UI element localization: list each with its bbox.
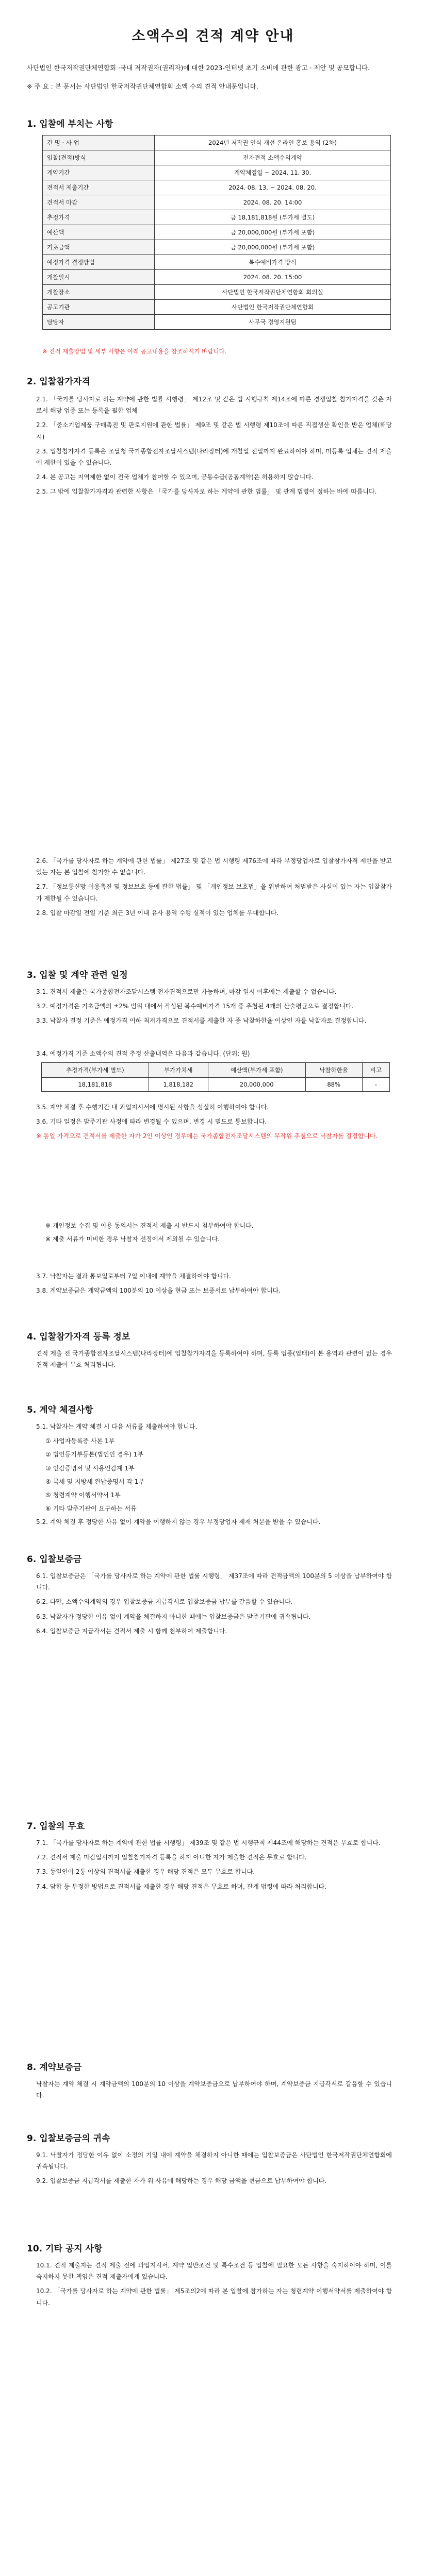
section-2-item: 2.6. 「국가를 당사자로 하는 계약에 관한 법률」 제27조 및 같은 법 시행령 제76조에 따라 부정당업자로 입찰참가자격 제한을 받고 있는 자는 본 입찰에 참가할 수 없습니다. xyxy=(36,857,392,876)
info-row-label: 견적서 마감 xyxy=(43,195,155,210)
section-8-text: 낙찰자는 계약 체결 시 계약금액의 100분의 10 이상을 계약보증금으로 납부하여야 하며, 계약보증금 지급각서로 갈음할 수 있습니다. xyxy=(36,2080,392,2099)
section-3-item: 3.6. 기타 일정은 발주기관 사정에 따라 변경될 수 있으며, 변경 시 별도로 통보합니다. xyxy=(36,1118,267,1126)
section-5-subitem: ② 법인등기부등본(법인인 경우) 1부 xyxy=(45,1451,143,1459)
section-2-heading: 2. 입찰참가자격 xyxy=(27,377,90,387)
section-2-more-items xyxy=(36,855,392,922)
fee-table-header: 부가가치세 xyxy=(149,1063,208,1078)
section-2-item: 2.1. 「국가를 당사자로 하는 계약에 관한 법률 시행령」 제12조 및 같은 법 시행규칙 제14조에 따른 경쟁입찰 참가자격을 갖춘 자로서 해당 업종 또는 등록을 필한 업체 xyxy=(36,396,392,415)
section-6-items xyxy=(36,1570,392,1640)
section-7-item: 7.4. 담합 등 부정한 방법으로 견적서를 제출한 경우 해당 견적은 무효로 하며, 관계 법령에 따라 처리합니다. xyxy=(36,1883,327,1890)
fee-table-header: 추정가격(부가세 별도) xyxy=(42,1063,149,1078)
info-row xyxy=(43,315,391,330)
info-row-label: 계약기간 xyxy=(43,165,155,180)
section-9-item: 9.1. 낙찰자가 정당한 이유 없이 소정의 기일 내에 계약을 체결하지 아니한 때에는 입찰보증금은 사단법인 한국저작권단체연합회에 귀속됩니다. xyxy=(36,2151,392,2171)
section-10-heading: 10. 기타 공지 사항 xyxy=(27,2244,103,2254)
section-2-item: 2.2. 「중소기업제품 구매촉진 및 판로지원에 관한 법률」 제9조 및 같은 법 시행령 제10조에 따른 직접생산 확인을 받은 업체(해당 시) xyxy=(36,421,392,440)
section-2-item: 2.7. 「정보통신망 이용촉진 및 정보보호 등에 관한 법률」 및 「개인정보 보호법」을 위반하여 처벌받은 사실이 있는 자는 입찰참가가 제한될 수 있습니다. xyxy=(36,883,392,902)
section-4-heading: 4. 입찰참가자격 등록 정보 xyxy=(27,1332,130,1342)
info-row xyxy=(43,270,391,285)
info-row-label: 예산액 xyxy=(43,225,155,240)
bid-info-table xyxy=(42,135,391,330)
fee-table-cell: 20,000,000 xyxy=(208,1078,305,1092)
info-row-label: 견적서 제출기간 xyxy=(43,180,155,195)
section-3-tail-items xyxy=(36,1270,392,1299)
info-row-value: 금 18,181,818원 (부가세 별도) xyxy=(155,210,391,225)
section-7-items xyxy=(36,1837,392,1895)
section-6-item: 6.4. 입찰보증금 지급각서는 견적서 제출 시 함께 첨부하여 제출합니다. xyxy=(36,1627,227,1635)
section-6-item: 6.3. 낙찰자가 정당한 이유 없이 계약을 체결하지 아니한 때에는 입찰보증금은 발주기관에 귀속됩니다. xyxy=(36,1613,311,1620)
section-7-item: 7.3. 동일인이 2통 이상의 견적서를 제출한 경우 해당 견적은 모두 무효로 합니다. xyxy=(36,1868,255,1876)
section-5-subitem: ④ 국세 및 지방세 완납증명서 각 1부 xyxy=(45,1478,144,1485)
intro-text: 사단법인 한국저작권단체연합회 ·국내 저작권자(권리자)에 대한 2023-인터넷 초기 소비에 관한 광고 · 제안 및 공모합니다. xyxy=(27,64,370,72)
section-10-items xyxy=(36,2260,392,2312)
info-row-value: 2024. 08. 13. ~ 2024. 08. 20. xyxy=(155,180,391,195)
info-row xyxy=(43,210,391,225)
section-8-heading: 8. 계약보증금 xyxy=(27,2062,82,2073)
info-row xyxy=(43,285,391,300)
info-row-value: 금 20,000,000원 (부가세 포함) xyxy=(155,240,391,255)
section-3-item: 3.3. 낙찰자 결정 기준은 예정가격 이하 최저가격으로 견적서를 제출한 자 중 낙찰하한율 이상인 자를 낙찰자로 결정합니다. xyxy=(36,1017,367,1025)
info-row-label: 기초금액 xyxy=(43,240,155,255)
section-3-note: ※ 제출 서류가 미비한 경우 낙찰자 선정에서 제외될 수 있습니다. xyxy=(45,1235,220,1243)
fee-table-cell: - xyxy=(362,1078,389,1092)
section-6-item: 6.1. 입찰보증금은 「국가를 당사자로 하는 계약에 관한 법률 시행령」 제37조에 따라 견적금액의 100분의 5 이상을 납부하여야 합니다. xyxy=(36,1572,392,1591)
info-row-value: 금 20,000,000원 (부가세 포함) xyxy=(155,225,391,240)
info-row-value: 전자견적 소액수의계약 xyxy=(155,150,391,165)
section-9-heading: 9. 입찰보증금의 귀속 xyxy=(27,2133,110,2144)
info-row-value: 2024. 08. 20. 14:00 xyxy=(155,195,391,210)
intro-notice: ※ 주 요 : 본 문서는 사단법인 한국저작권단체연합회 소액 수의 견적 안내문입니다. xyxy=(27,82,258,90)
section-2-items xyxy=(36,394,392,501)
section-2-item: 2.4. 본 공고는 지역제한 없이 전국 업체가 참여할 수 있으며, 공동수급(공동계약)은 허용하지 않습니다. xyxy=(36,473,314,481)
info-row-label: 개찰일시 xyxy=(43,270,155,285)
section-4-text: 견적 제출 전 국가종합전자조달시스템(나라장터)에 입찰참가자격을 등록하여야 하며, 등록 업종(업태)이 본 용역과 관련이 없는 경우 견적 제출이 무효 처리됩니다. xyxy=(36,1350,392,1369)
info-row xyxy=(43,135,391,150)
fee-table-cell: 18,181,818 xyxy=(42,1078,149,1092)
section-3-items xyxy=(36,986,392,1030)
info-row xyxy=(43,150,391,165)
fee-table-header: 비고 xyxy=(362,1063,389,1078)
section-3-heading: 3. 입찰 및 계약 관련 일정 xyxy=(27,970,128,980)
info-row-value: 사단법인 한국저작권단체연합회 xyxy=(155,300,391,315)
info-row-label: 개찰장소 xyxy=(43,285,155,300)
section-5-item: 5.1. 낙찰자는 계약 체결 시 다음 서류를 제출하여야 합니다. xyxy=(36,1423,198,1430)
info-row-label: 담당자 xyxy=(43,315,155,330)
section-2-item: 2.5. 그 밖에 입찰참가자격과 관련한 사항은 「국가를 당사자로 하는 계약에 관한 법률」 및 관계 법령이 정하는 바에 따릅니다. xyxy=(36,488,377,496)
section-1-note: ※ 견적 제출방법 및 세부 사항은 아래 공고내용을 참조하시기 바랍니다. xyxy=(42,348,227,355)
info-row-value: 사무국 경영지원팀 xyxy=(155,315,391,330)
section-7-item: 7.2. 견적서 제출 마감일시까지 입찰참가자격 등록을 하지 아니한 자가 제출한 견적은 무효로 합니다. xyxy=(36,1854,307,1861)
section-3-item: 3.7. 낙찰자는 결과 통보일로부터 7일 이내에 계약을 체결하여야 합니다. xyxy=(36,1273,231,1280)
info-row-label: 추정가격 xyxy=(43,210,155,225)
info-row-label: 입찰(견적)방식 xyxy=(43,150,155,165)
info-row xyxy=(43,180,391,195)
section-10-item: 10.2. 「국가를 당사자로 하는 계약에 관한 법률」 제5조의2에 따라 본 입찰에 참가하는 자는 청렴계약 이행서약서를 제출하여야 합니다. xyxy=(36,2287,392,2307)
section-5-heading: 5. 계약 체결사항 xyxy=(27,1405,93,1415)
section-5-items xyxy=(36,1421,392,1531)
info-row-value: 사단법인 한국저작권단체연합회 회의실 xyxy=(155,285,391,300)
fee-table-intro: 3.4. 예정가격 기준 소액수의 견적 추정 산출내역은 다음과 같습니다. (단위: 원) xyxy=(36,1050,250,1057)
info-row-value: 계약체결일 ~ 2024. 11. 30. xyxy=(155,165,391,180)
info-row xyxy=(43,300,391,315)
section-5-subitem: ⑤ 청렴계약 이행서약서 1부 xyxy=(45,1491,121,1499)
section-9-items xyxy=(36,2149,392,2190)
section-3-notes xyxy=(36,1220,392,1247)
intro-paragraph xyxy=(27,62,398,93)
document-title: 소액수의 견적 계약 안내 xyxy=(132,28,294,44)
section-7-heading: 7. 입찰의 무효 xyxy=(27,1821,85,1832)
section-1-heading: 1. 입찰에 부치는 사항 xyxy=(27,119,113,129)
section-6-item: 6.2. 다만, 소액수의계약의 경우 입찰보증금 지급각서로 입찰보증금 납부를 갈음할 수 있습니다. xyxy=(36,1598,293,1606)
section-5-subitem: ⑥ 기타 발주기관이 요구하는 서류 xyxy=(45,1505,137,1513)
section-3-red-note: ※ 동일 가격으로 견적서를 제출한 자가 2인 이상인 경우에는 국가종합전자조달시스템의 무작위 추첨으로 낙찰자를 결정합니다. xyxy=(36,1132,378,1140)
info-row xyxy=(43,240,391,255)
info-row xyxy=(43,195,391,210)
section-3-item: 3.2. 예정가격은 기초금액의 ±2% 범위 내에서 작성된 복수예비가격 15개 중 추첨된 4개의 산술평균으로 결정합니다. xyxy=(36,1003,354,1010)
info-row xyxy=(43,165,391,180)
fee-table-cell: 88% xyxy=(305,1078,362,1092)
section-5-subitem: ① 사업자등록증 사본 1부 xyxy=(45,1437,115,1445)
section-3-after-items xyxy=(36,1101,392,1145)
section-9-item: 9.2. 입찰보증금 지급각서를 제출한 자가 위 사유에 해당하는 경우 해당 금액을 현금으로 납부하여야 합니다. xyxy=(36,2177,327,2185)
fee-table-cell: 1,818,182 xyxy=(149,1078,208,1092)
info-row-label: 예정가격 결정방법 xyxy=(43,255,155,270)
fee-table-header: 예산액(부가세 포함) xyxy=(208,1063,305,1078)
info-row-label: 건 명 · 사 업 xyxy=(43,135,155,150)
fee-table xyxy=(41,1062,390,1092)
info-row-value: 2024. 08. 20. 15:00 xyxy=(155,270,391,285)
section-10-item: 10.1. 견적 제출자는 견적 제출 전에 과업지시서, 계약 일반조건 및 특수조건 등 입찰에 필요한 모든 사항을 숙지하여야 하며, 이를 숙지하지 못한 책임은 견적 제출자에게 있습니다. xyxy=(36,2262,392,2281)
section-3-item: 3.5. 계약 체결 후 수행기간 내 과업지시서에 명시된 사항을 성실히 이행하여야 합니다. xyxy=(36,1104,269,1111)
section-2-item: 2.8. 입찰 마감일 전일 기준 최근 3년 이내 유사 용역 수행 실적이 있는 업체를 우대합니다. xyxy=(36,909,279,917)
section-6-heading: 6. 입찰보증금 xyxy=(27,1554,82,1565)
fee-table-header: 낙찰하한율 xyxy=(305,1063,362,1078)
info-row-label: 공고기관 xyxy=(43,300,155,315)
info-row xyxy=(43,255,391,270)
info-row xyxy=(43,225,391,240)
section-2-item: 2.3. 입찰참가자격 등록은 조달청 국가종합전자조달시스템(나라장터)에 개찰일 전일까지 완료하여야 하며, 미등록 업체는 견적 제출에 제한이 있을 수 있습니다. xyxy=(36,447,392,466)
section-3-item: 3.8. 계약보증금은 계약금액의 100분의 10 이상을 현금 또는 보증서로 납부하여야 합니다. xyxy=(36,1287,281,1295)
section-7-item: 7.1. 「국가를 당사자로 하는 계약에 관한 법률 시행령」 제39조 및 같은 법 시행규칙 제44조에 해당하는 견적은 무효로 합니다. xyxy=(36,1839,381,1846)
section-5-item: 5.2. 계약 체결 후 정당한 사유 없이 계약을 이행하지 않는 경우 부정당업자 제재 처분을 받을 수 있습니다. xyxy=(36,1518,321,1526)
info-row-value: 2024년 저작권 인식 개선 온라인 홍보 용역 (2차) xyxy=(155,135,391,150)
section-3-note: ※ 개인정보 수집 및 이용 동의서는 견적서 제출 시 반드시 첨부하여야 합니다. xyxy=(45,1222,254,1229)
info-row-value: 복수예비가격 방식 xyxy=(155,255,391,270)
section-5-subitem: ③ 인감증명서 및 사용인감계 1부 xyxy=(45,1464,135,1472)
section-3-item: 3.1. 견적서 제출은 국가종합전자조달시스템 전자견적으로만 가능하며, 마감 일시 이후에는 제출할 수 없습니다. xyxy=(36,988,337,995)
